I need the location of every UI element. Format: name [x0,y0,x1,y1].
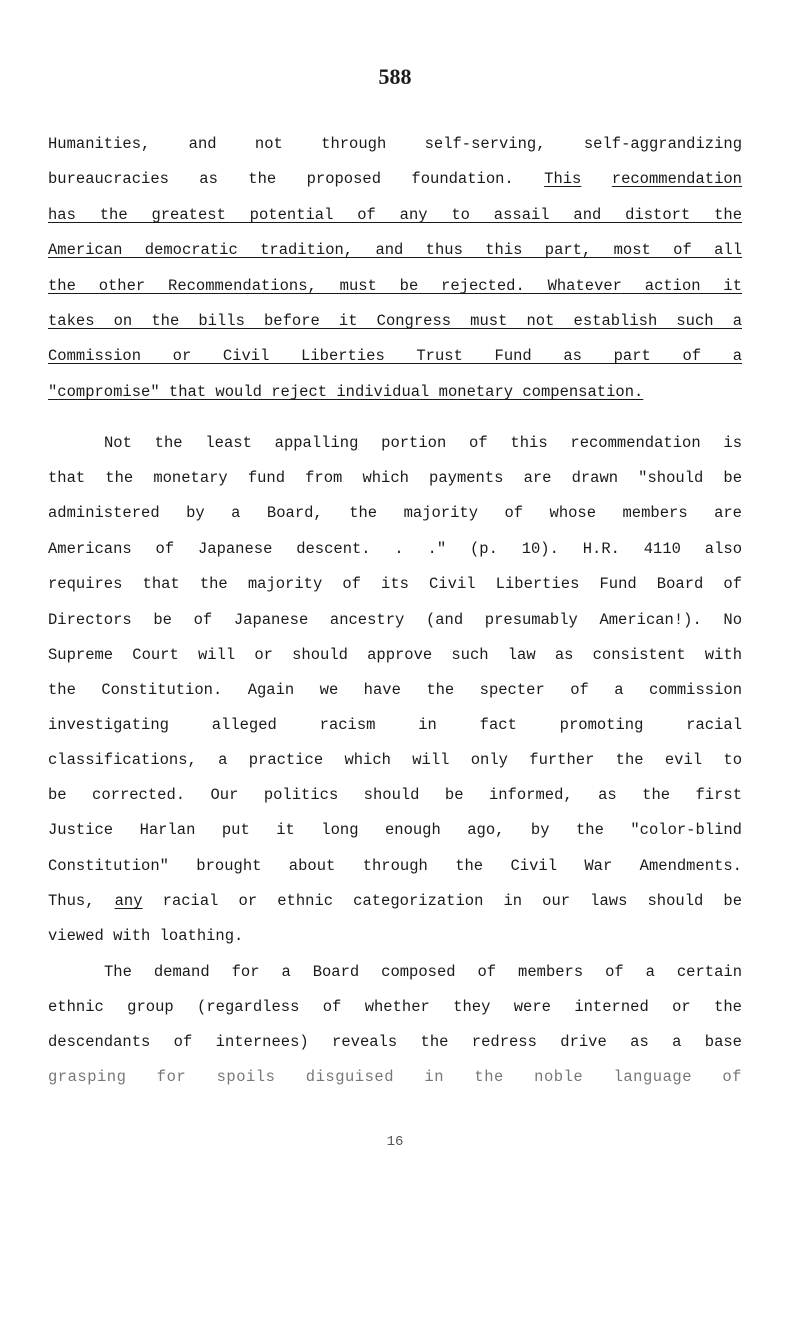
paragraph-1-line-5: the other Recommendations, must be rejected. Whatever action it [48,277,742,295]
paragraph-1-line-2 [48,169,742,189]
text-segment: Thus, [48,892,95,910]
paragraph-2-line-12: Justice Harlan put it long enough ago, by the "color-blind [48,821,742,839]
paragraph-2-line-10: classifications, a practice which will only further the evil to [48,751,742,769]
page-number: 588 [378,64,412,89]
paragraph-3-line-2: ethnic group (regardless of whether they were interned or the [48,998,742,1016]
paragraph-1-line-4: American democratic tradition, and thus this part, most of all [48,241,742,259]
underlined-text: This [544,170,582,188]
underlined-text: recommendation [611,170,742,188]
footer-page-number: 16 [386,1134,404,1150]
paragraph-3-line-3: descendants of internees) reveals the redress drive as a base [48,1033,742,1051]
paragraph-2-line-1: Not the least appalling portion of this recommendation is [104,434,742,452]
paragraph-2-line-4: Americans of Japanese descent. . ." (p. 10). H.R. 4110 also [48,540,742,558]
paragraph-2-line-5: requires that the majority of its Civil Liberties Fund Board of [48,575,742,593]
paragraph-3-line-1: The demand for a Board composed of members of a certain [104,963,742,981]
paragraph-2-line-3: administered by a Board, the majority of whose members are [48,504,742,522]
paragraph-2-line-9: investigating alleged racism in fact promoting racial [48,716,742,734]
paragraph-2-line-14 [48,891,742,911]
paragraph-1-line-6: takes on the bills before it Congress must not establish such a [48,312,742,330]
underlined-text: any [114,892,143,910]
text-segment: bureaucracies as the proposed foundation. [48,170,514,188]
paragraph-2-line-15: viewed with loathing. [48,927,244,945]
text-segment: racial or ethnic categorization in our laws should be [162,892,742,910]
paragraph-1-line-7: Commission or Civil Liberties Trust Fund as part of a [48,347,742,365]
paragraph-3-line-4: grasping for spoils disguised in the noble language of [48,1068,742,1086]
paragraph-2-line-2: that the monetary fund from which payments are drawn "should be [48,469,742,487]
paragraph-2-line-7: Supreme Court will or should approve such law as consistent with [48,646,742,664]
paragraph-2-line-11: be corrected. Our politics should be informed, as the first [48,786,742,804]
paragraph-2-line-13: Constitution" brought about through the Civil War Amendments. [48,857,742,875]
paragraph-2-line-8: the Constitution. Again we have the specter of a commission [48,681,742,699]
paragraph-1-line-3: has the greatest potential of any to assail and distort the [48,206,742,224]
paragraph-1-line-8: "compromise" that would reject individual monetary compensation. [48,383,644,401]
paragraph-2-line-6: Directors be of Japanese ancestry (and presumably American!). No [48,611,742,629]
paragraph-1-line-1: Humanities, and not through self-serving, self-aggrandizing [48,135,742,153]
